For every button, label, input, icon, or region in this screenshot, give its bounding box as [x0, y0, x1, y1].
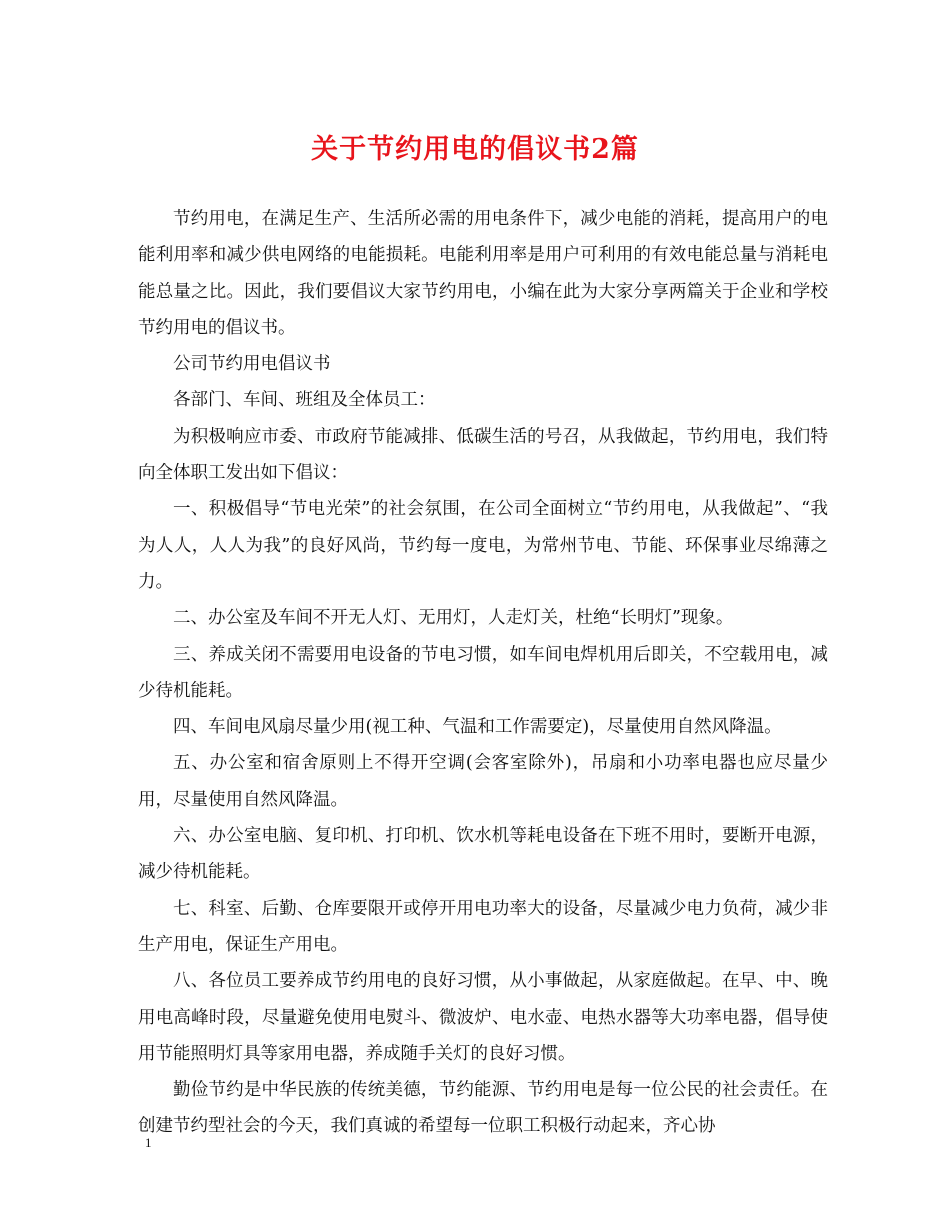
paragraph-item-4: 四、车间电风扇尽量少用(视工种、气温和工作需要定)，尽量使用自然风降温。	[173, 717, 782, 738]
paragraph-intro: 节约用电，在满足生产、生活所必需的用电条件下，减少电能的消耗，提高用户的电能利用率和减少供电网络的电能损耗。电能利用率是用户可利用的有效电能总量与消耗电能总量之比。因此，我们要倡议大家节约用电，小编在此为大家分享两篇关于企业和学校节约用电的倡议书。	[138, 209, 828, 338]
paragraph-subtitle: 公司节约用电倡议书	[173, 354, 331, 375]
paragraph-closing: 勤俭节约是中华民族的传统美德，节约能源、节约用电是每一位公民的社会责任。在创建节约型社会的今天，我们真诚的希望每一位职工积极行动起来，齐心协	[138, 1080, 828, 1137]
page-number: 1	[145, 1135, 152, 1150]
paragraph-item-1: 一、积极倡导“节电光荣”的社会氛围，在公司全面树立“节约用电，从我做起”、“我为人人，人人为我”的良好风尚，节约每一度电，为常州节电、节能、环保事业尽绵薄之力。	[138, 499, 828, 592]
paragraph-item-3: 三、养成关闭不需要用电设备的节电习惯，如车间电焊机用后即关，不空载用电，减少待机能耗。	[138, 644, 828, 701]
paragraph-item-6: 六、办公室电脑、复印机、打印机、饮水机等耗电设备在下班不用时，要断开电源，减少待机能耗。	[138, 826, 828, 883]
paragraph-salutation: 各部门、车间、班组及全体员工：	[173, 390, 436, 411]
document-title: 关于节约用电的倡议书2篇	[311, 134, 639, 165]
paragraph-item-5: 五、办公室和宿舍原则上不得开空调(会客室除外)，吊扇和小功率电器也应尽量少用，尽量使用自然风降温。	[138, 753, 828, 810]
paragraph-item-8: 八、各位员工要养成节约用电的良好习惯，从小事做起，从家庭做起。在早、中、晚用电高峰时段，尽量避免使用电熨斗、微波炉、电水壶、电热水器等大功率电器，倡导使用节能照明灯具等家用电器，养成随手关灯的良好习惯。	[138, 971, 828, 1064]
paragraph-item-7: 七、科室、后勤、仓库要限开或停开用电功率大的设备，尽量减少电力负荷，减少非生产用电，保证生产用电。	[138, 898, 828, 955]
paragraph-item-2: 二、办公室及车间不开无人灯、无用灯，人走灯关，杜绝“长明灯”现象。	[173, 608, 734, 629]
document-body	[138, 201, 828, 1145]
paragraph-call: 为积极响应市委、市政府节能减排、低碳生活的号召，从我做起，节约用电，我们特向全体职工发出如下倡议：	[138, 426, 828, 484]
